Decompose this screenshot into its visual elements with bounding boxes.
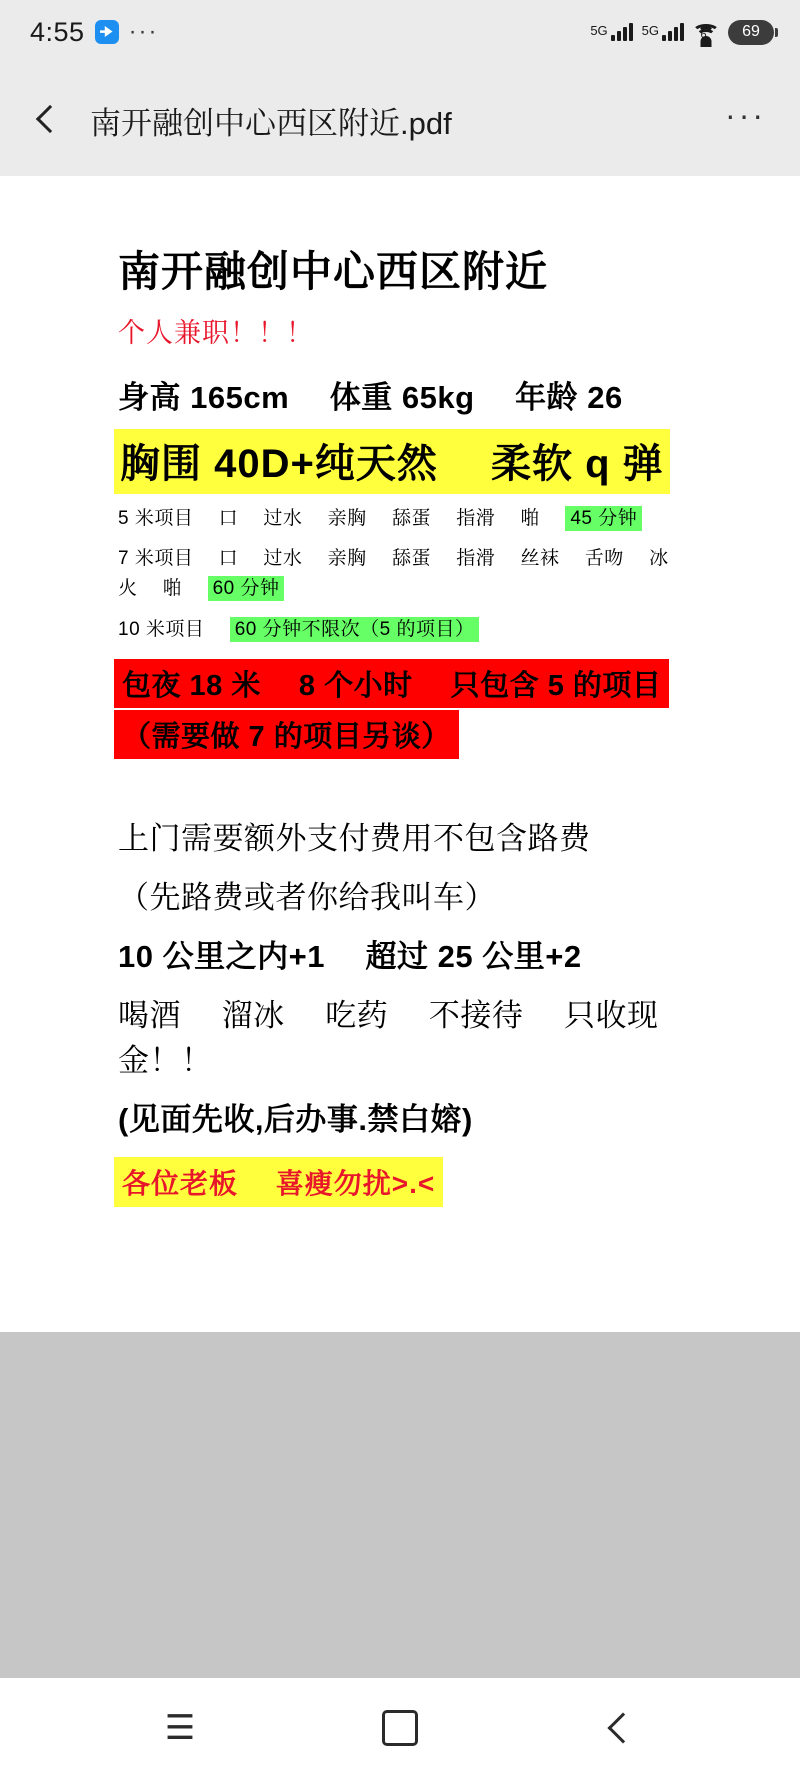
network-type-label-1: 5G — [590, 23, 608, 38]
more-options-icon[interactable]: ··· — [725, 97, 766, 133]
doc-note-line-5: (见面先收,后办事.禁白嫆) — [118, 1101, 473, 1137]
doc-service-5m-duration: 45 分钟 — [565, 506, 642, 531]
telegram-icon — [95, 20, 119, 44]
doc-service-5m-prefix: 5 米项目 口 过水 亲胸 舔蛋 指滑 啪 — [118, 507, 566, 529]
home-button[interactable] — [368, 1696, 432, 1760]
doc-note-line-2: （先路费或者你给我叫车） — [118, 880, 496, 915]
home-square-icon — [382, 1710, 418, 1746]
back-button[interactable] — [588, 1696, 652, 1760]
doc-subheading: 个人兼职！！！ — [118, 317, 314, 348]
network-type-label-2: 5G — [641, 23, 659, 38]
wifi-icon — [693, 22, 719, 42]
doc-overnight-line-1: 包夜 18 米 8 个小时 只包含 5 的项目 — [114, 659, 669, 708]
doc-overnight-line-2: （需要做 7 的项目另谈） — [114, 710, 459, 759]
signal-icon-2 — [642, 23, 684, 41]
doc-note-line-1: 上门需要额外支付费用不包含路费 — [118, 821, 591, 857]
doc-service-7m-prefix: 7 米项目 口 过水 亲胸 舔蛋 指滑 丝袜 舌吻 冰火 啪 — [118, 547, 669, 600]
doc-stats-line: 身高 165cm 体重 65kg 年龄 26 — [118, 379, 623, 415]
signal-icon-1 — [590, 23, 632, 41]
signal-bars-2 — [662, 23, 684, 41]
status-time: 4:55 — [30, 16, 85, 47]
status-bar-left — [30, 17, 159, 48]
pdf-page-1 — [0, 176, 800, 1286]
wifi-generation-label: 6 — [698, 26, 715, 44]
system-navigation-bar — [0, 1678, 800, 1778]
pdf-page-2 — [0, 1332, 800, 1678]
doc-note-line-4: 喝酒 溜冰 吃药 不接待 只收现金！！ — [118, 997, 659, 1078]
doc-spacer — [118, 759, 682, 817]
doc-footer-line: 各位老板 喜瘦勿扰>.< — [114, 1157, 443, 1207]
notification-overflow-icon: ··· — [128, 18, 159, 45]
doc-service-10m — [118, 615, 682, 645]
page-title: 南开融创中心西区附近.pdf — [90, 105, 452, 141]
doc-service-10m-prefix: 10 米项目 — [118, 618, 230, 640]
doc-service-7m-duration: 60 分钟 — [208, 576, 285, 601]
status-bar — [0, 0, 800, 64]
document-viewer[interactable] — [0, 176, 800, 1678]
doc-service-10m-duration: 60 分钟不限次（5 的项目） — [230, 617, 480, 642]
doc-service-7m — [118, 544, 682, 605]
doc-note-line-3: 10 公里之内+1 超过 25 公里+2 — [118, 938, 582, 974]
battery-icon: 69 — [728, 20, 774, 45]
title-bar — [0, 64, 800, 176]
signal-bars-1 — [611, 23, 633, 41]
status-bar-right — [590, 20, 774, 45]
doc-bust-line: 胸围 40D+纯天然 柔软 q 弹 — [114, 429, 670, 494]
doc-service-5m — [118, 504, 682, 534]
chevron-left-icon[interactable] — [26, 100, 66, 140]
recents-button[interactable] — [148, 1696, 212, 1760]
page-separator — [0, 1286, 800, 1332]
menu-icon: ☰ — [164, 1709, 196, 1747]
doc-heading: 南开融创中心西区附近 — [118, 248, 549, 295]
